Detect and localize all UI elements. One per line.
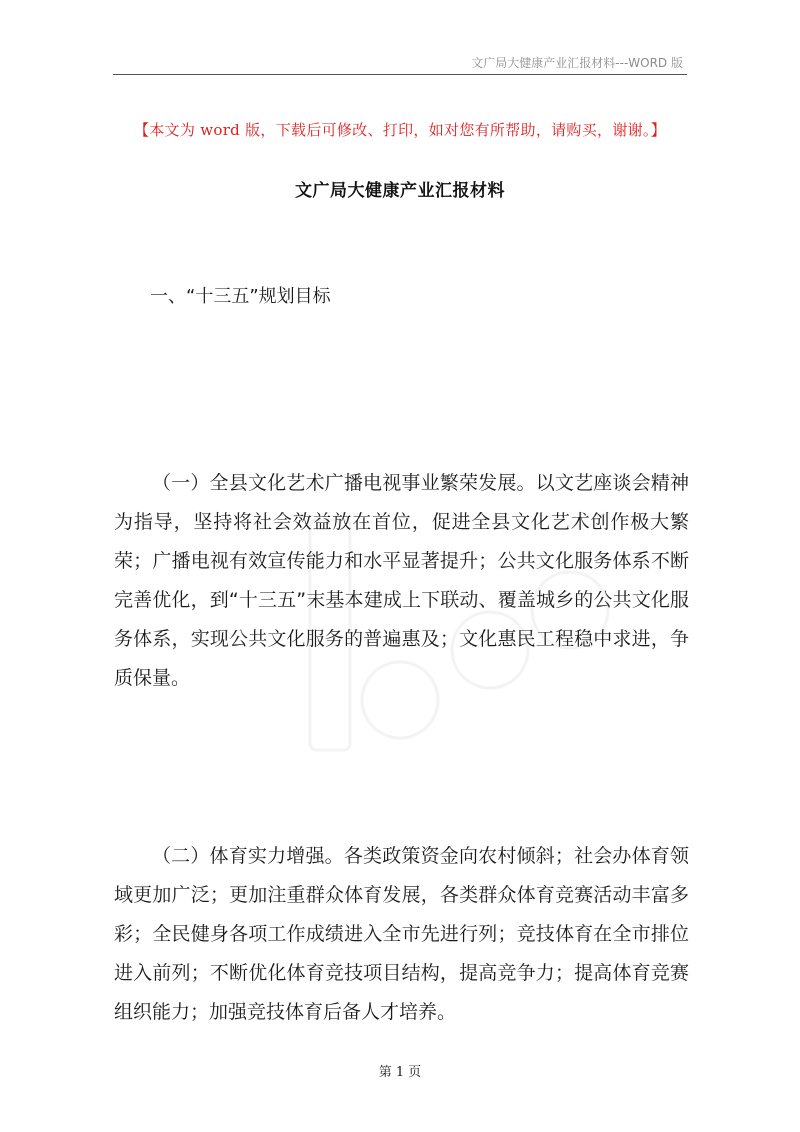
page-number: 第 1 页 [378,1065,422,1080]
paragraph-culture: （一）全县文化艺术广播电视事业繁荣发展。以文艺座谈会精神为指导，坚持将社会效益放在首位，促进全县文化艺术创作极大繁荣；广播电视有效宣传能力和水平显著提升；公共文化服务体系不断完善优化，到“十三五”末基本建成上下联动、覆盖城乡的公共文化服务体系，实现公共文化服务的普遍惠及；文化惠民工程稳中求进，争质保量。 [114,472,689,689]
header-divider [113,74,687,75]
running-header: 文广局大健康产业汇报材料---WORD 版 [471,56,683,70]
paragraph-sports: （二）体育实力增强。各类政策资金向农村倾斜；社会办体育领域更加广泛；更加注重群众体育发展，各类群众体育竞赛活动丰富多彩；全民健身各项工作成绩进入全市先进行列；竞技体育在全市排位进入前列；不断优化体育竞技项目结构，提高竞争力；提高体育竞赛组织能力；加强竞技体育后备人才培养。 [114,845,689,1023]
purchase-notice: 【本文为 word 版，下载后可修改、打印，如对您有所帮助，请购买，谢谢。】 [133,121,667,139]
document-title: 文广局大健康产业汇报材料 [295,181,505,201]
section-heading: 一、“十三五”规划目标 [150,286,331,307]
